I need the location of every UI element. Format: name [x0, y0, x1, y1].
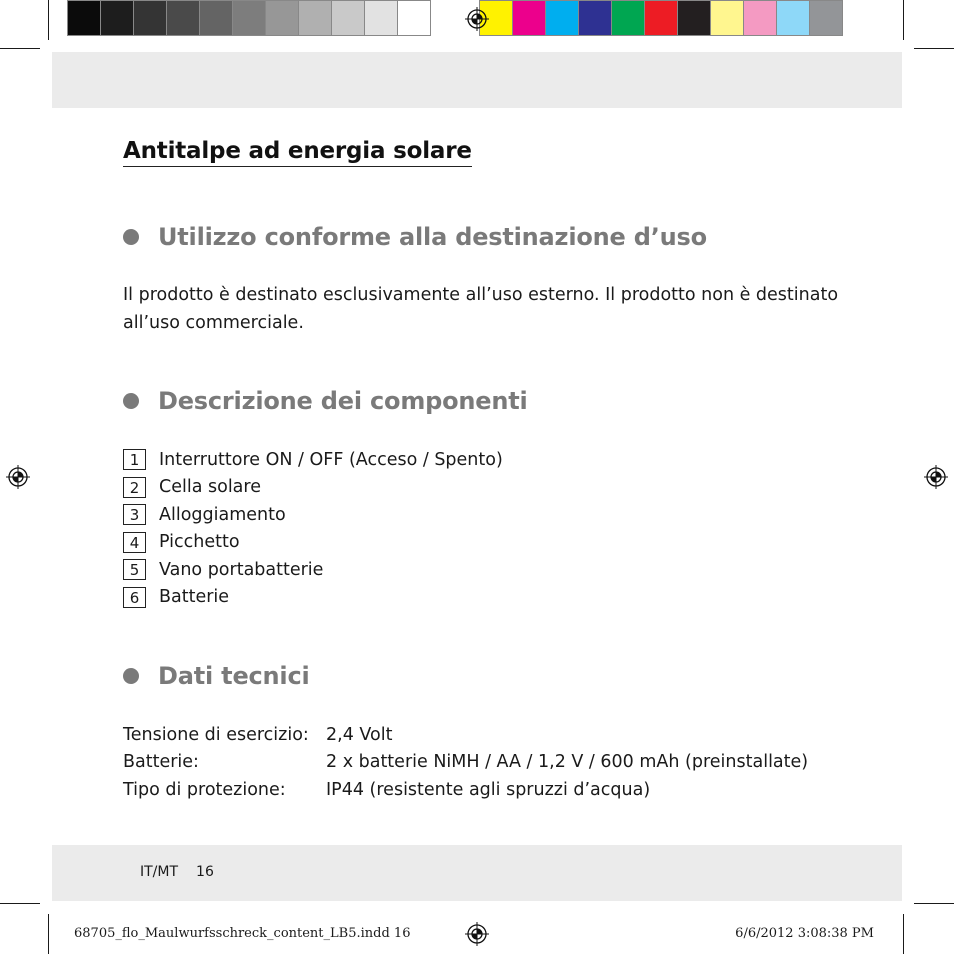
- list-item: [123, 584, 503, 612]
- color-swatch: [512, 0, 546, 36]
- component-number: 1: [123, 449, 146, 470]
- section-heading-use: [123, 223, 707, 251]
- component-number: 6: [123, 587, 146, 608]
- grey-swatch: [397, 0, 431, 36]
- registration-mark-icon: [6, 465, 30, 489]
- color-swatch: [611, 0, 645, 36]
- grey-swatch: [298, 0, 332, 36]
- crop-mark: [48, 914, 49, 954]
- grey-swatch: [265, 0, 299, 36]
- color-swatch: [578, 0, 612, 36]
- crop-mark: [48, 0, 49, 40]
- bullet-dot-icon: [123, 393, 139, 409]
- tech-value: IP44 (resistente agli spruzzi d’acqua): [326, 779, 651, 800]
- list-item: [123, 556, 503, 584]
- slug-filename: 68705_flo_Maulwurfsschreck_content_LB5.indd 16: [74, 926, 411, 941]
- use-paragraph-line: all’uso commerciale.: [123, 312, 304, 333]
- crop-mark: [0, 903, 40, 904]
- section-heading-text: Descrizione dei componenti: [158, 387, 528, 415]
- table-row: [123, 749, 808, 777]
- tech-key: Batterie:: [123, 752, 199, 773]
- color-swatch: [644, 0, 678, 36]
- color-swatch-strip: [479, 0, 842, 36]
- color-swatch: [743, 0, 777, 36]
- component-number: 4: [123, 532, 146, 553]
- component-label: Batterie: [159, 587, 230, 608]
- component-label: Cella solare: [159, 477, 261, 498]
- bullet-dot-icon: [123, 229, 139, 245]
- grey-swatch: [166, 0, 200, 36]
- section-heading-text: Utilizzo conforme alla destinazione d’uso: [158, 223, 707, 251]
- component-label: Interruttore ON / OFF (Acceso / Spento): [159, 449, 503, 470]
- grey-swatch: [232, 0, 266, 36]
- header-band: [52, 52, 902, 108]
- grey-swatch: [133, 0, 167, 36]
- registration-mark-icon: [465, 7, 489, 31]
- grey-swatch: [100, 0, 134, 36]
- color-swatch: [809, 0, 843, 36]
- crop-mark: [0, 48, 40, 49]
- grey-swatch: [199, 0, 233, 36]
- component-number: 3: [123, 504, 146, 525]
- grey-swatch-strip: [67, 0, 430, 36]
- tech-value: 2 x batterie NiMH / AA / 1,2 V / 600 mAh (preinstallate): [326, 752, 809, 773]
- color-swatch: [677, 0, 711, 36]
- component-label: Picchetto: [159, 532, 240, 553]
- page-number: 16: [196, 864, 214, 880]
- section-heading-components: [123, 387, 528, 415]
- use-paragraph-line: Il prodotto è destinato esclusivamente all’uso esterno. Il prodotto non è destinato: [123, 285, 839, 305]
- component-label: Vano portabatterie: [159, 559, 324, 580]
- registration-mark-icon: [924, 465, 948, 489]
- section-heading-text: Dati tecnici: [158, 662, 310, 690]
- language-code: IT/MT: [140, 864, 179, 880]
- component-list: [123, 446, 503, 611]
- page-footer: [140, 864, 232, 880]
- grey-swatch: [364, 0, 398, 36]
- tech-value: 2,4 Volt: [326, 724, 393, 745]
- grey-swatch: [331, 0, 365, 36]
- color-swatch: [710, 0, 744, 36]
- component-number: 2: [123, 477, 146, 498]
- tech-data-table: [123, 721, 808, 804]
- tech-key: Tensione di esercizio:: [123, 724, 309, 745]
- crop-mark: [914, 903, 954, 904]
- list-item: [123, 501, 503, 529]
- bullet-dot-icon: [123, 668, 139, 684]
- crop-mark: [903, 0, 904, 40]
- tech-key: Tipo di protezione:: [123, 779, 286, 800]
- table-row: [123, 776, 808, 804]
- registration-mark-icon: [465, 922, 489, 946]
- color-swatch: [545, 0, 579, 36]
- list-item: [123, 446, 503, 474]
- page-title: Antitalpe ad energia solare: [123, 138, 472, 167]
- slug-timestamp: 6/6/2012 3:08:38 PM: [735, 926, 874, 941]
- list-item: [123, 529, 503, 557]
- color-swatch: [776, 0, 810, 36]
- component-label: Alloggiamento: [159, 504, 286, 525]
- crop-mark: [914, 48, 954, 49]
- grey-swatch: [67, 0, 101, 36]
- color-calibration-bar: [67, 0, 842, 36]
- table-row: [123, 721, 808, 749]
- list-item: [123, 474, 503, 502]
- section-heading-tech: [123, 662, 310, 690]
- component-number: 5: [123, 559, 146, 580]
- crop-mark: [903, 914, 904, 954]
